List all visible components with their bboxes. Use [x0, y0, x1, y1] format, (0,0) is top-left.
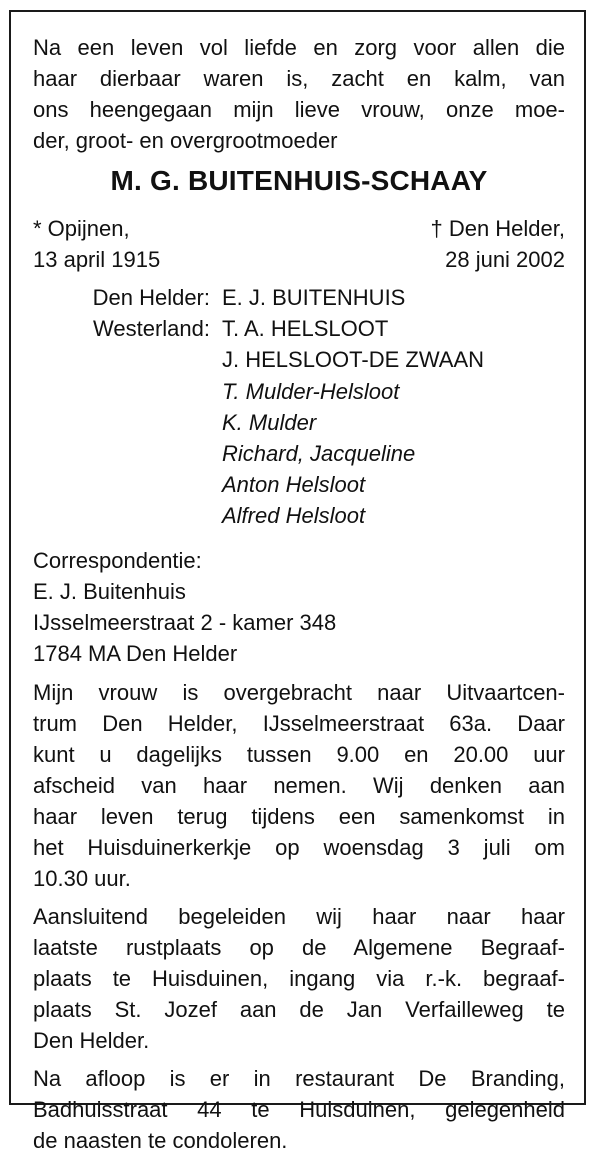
family-member: K. Mulder [222, 410, 317, 435]
correspondence-street: IJsselmeerstraat 2 - kamer 348 [33, 610, 337, 635]
intro-text [33, 32, 565, 156]
intro-line: Na een leven vol liefde en zorg voor allen die [33, 35, 565, 60]
death-place: † Den Helder, [430, 216, 565, 241]
death-announcement [33, 32, 565, 1156]
paragraph-line: Mijn vrouw is overgebracht naar Uitvaartcen- [33, 680, 565, 705]
paragraph-line: Den Helder. [33, 1028, 150, 1053]
family-member: T. A. HELSLOOT [222, 316, 389, 341]
family-member: E. J. BUITENHUIS [222, 285, 406, 310]
paragraph-line: laatste rustplaats op de Algemene Begraaf- [33, 935, 565, 960]
paragraph-line: Badhuisstraat 44 te Huisduinen, gelegenheid [33, 1097, 565, 1122]
death-date: 28 juni 2002 [445, 247, 565, 272]
paragraph-line: het Huisduinerkerkje op woensdag 3 juli om [33, 835, 565, 860]
family-list [33, 282, 565, 531]
condolence-paragraph [33, 1063, 565, 1156]
paragraph-line: Na afloop is er in restaurant De Branding, [33, 1066, 565, 1091]
paragraph-line: plaats St. Jozef aan de Jan Verfailleweg te [33, 997, 565, 1022]
family-member: Alfred Helsloot [222, 503, 366, 528]
family-member: Richard, Jacqueline [222, 441, 416, 466]
family-place: Den Helder: [92, 285, 210, 310]
paragraph-line: afscheid van haar nemen. Wij denken aan [33, 773, 565, 798]
paragraph-line: de naasten te condoleren. [33, 1128, 288, 1153]
paragraph-line: plaats te Huisduinen, ingang via r.-k. begraaf- [33, 966, 565, 991]
paragraph-line: kunt u dagelijks tussen 9.00 en 20.00 uur [33, 742, 565, 767]
paragraph-line: haar leven terug tijdens een samenkomst in [33, 804, 565, 829]
birth-place: * Opijnen, [33, 216, 130, 241]
correspondence-city: 1784 MA Den Helder [33, 641, 238, 666]
birth-info [33, 213, 160, 275]
birth-date: 13 april 1915 [33, 247, 161, 272]
viewing-paragraph [33, 677, 565, 894]
paragraph-line: Aansluitend begeleiden wij haar naar haar [33, 904, 565, 929]
deceased-name: M. G. BUITENHUIS-SCHAAY [110, 165, 488, 196]
correspondence-name: E. J. Buitenhuis [33, 579, 186, 604]
intro-line: ons heengegaan mijn lieve vrouw, onze moe- [33, 97, 565, 122]
life-dates [33, 213, 565, 275]
paragraph-line: 10.30 uur. [33, 866, 131, 891]
family-member: T. Mulder-Helsloot [222, 379, 400, 404]
intro-line: haar dierbaar waren is, zacht en kalm, van [33, 66, 565, 91]
correspondence-label: Correspondentie: [33, 548, 202, 573]
burial-paragraph [33, 901, 565, 1056]
family-member: Anton Helsloot [222, 472, 366, 497]
family-member: J. HELSLOOT-DE ZWAAN [222, 347, 485, 372]
intro-line: der, groot- en overgrootmoeder [33, 128, 338, 153]
correspondence-address [33, 545, 565, 669]
paragraph-line: trum Den Helder, IJsselmeerstraat 63a. Daar [33, 711, 565, 736]
death-info [430, 213, 565, 275]
family-place: Westerland: [93, 316, 210, 341]
